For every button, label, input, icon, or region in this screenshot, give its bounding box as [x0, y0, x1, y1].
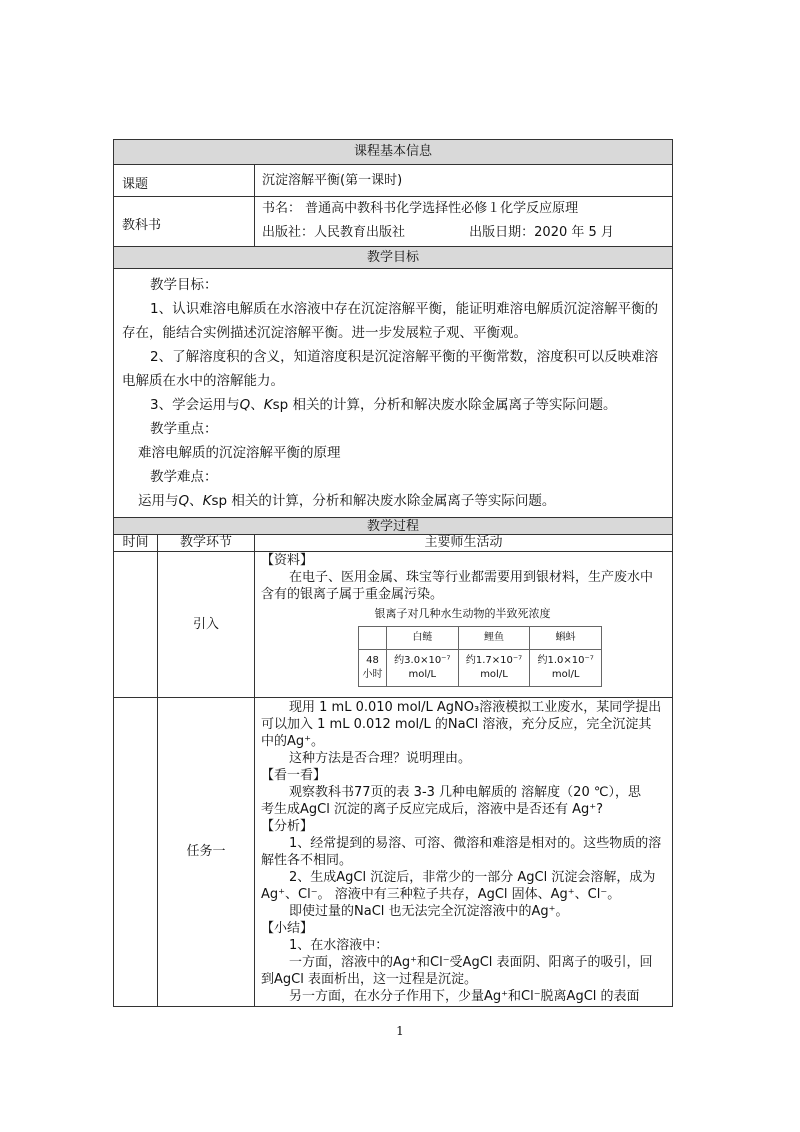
toxicity-table-caption: 银离子对几种水生动物的半致死浓度 — [374, 607, 551, 620]
analysis-point-1: 1、经常提到的易溶、可溶、微溶和难溶是相对的。这些物质的溶解性各不相同。 — [261, 836, 662, 868]
goal-item-1: 1、认识难溶电解质在水溶液中存在沉淀溶解平衡，能证明难溶电解质沉淀溶解平衡的存在，能结合实例描述沉淀溶解平衡。进一步发展粒子观、平衡观。 — [122, 301, 659, 341]
goals-intro: 教学目标： — [150, 277, 218, 293]
goal-item-2: 2、了解溶度积的含义，知道溶度积是沉淀溶解平衡的平衡常数，溶度积可以反映难溶电解质在水中的溶解能力。 — [122, 349, 659, 389]
task1-activity — [255, 698, 673, 1007]
task1-time — [114, 698, 158, 1007]
analysis-point-2: 2、生成AgCl 沉淀后，非常少的一部分 AgCl 沉淀会溶解，成为Ag⁺、Cl⁻。 溶液中有三种粒子共存，AgCl 固体、Ag⁺、Cl⁻。 — [261, 870, 656, 902]
toxicity-value: 约1.7×10⁻⁷ mol/L — [458, 650, 530, 687]
col-time: 时间 — [114, 535, 158, 552]
summary-tag: 【小结】 — [261, 921, 314, 936]
page-number: 1 — [396, 1024, 404, 1038]
publisher-line — [262, 223, 672, 243]
book-name: 书名： 普通高中教科书化学选择性必修１化学反应原理 — [262, 201, 579, 216]
goal-item-3: 3、学会运用与Q、Ksp 相关的计算，分析和解决废水除金属离子等实际问题。 — [150, 397, 617, 413]
task1-problem: 现用 1 mL 0.010 mol/L AgNO₃溶液模拟工业废水，某同学提出可以加入 1 mL 0.012 mol/L 的NaCl 溶液，充分反应，完全沉淀其中的Ag⁺。 — [261, 700, 662, 749]
toxicity-table — [358, 626, 602, 687]
toxicity-header-silver-carp: 白鲢 — [387, 627, 459, 650]
material-text: 在电子、医用金属、珠宝等行业都需要用到银材料，生产废水中含有的银离子属于重金属污染。 — [261, 570, 654, 602]
intro-time — [114, 552, 158, 698]
key-point-text: 难溶电解质的沉淀溶解平衡的原理 — [138, 445, 341, 461]
summary-point-2: 一方面，溶液中的Ag⁺和Cl⁻受AgCl 表面阴、阳离子的吸引，回到AgCl 表面析出，这一过程是沉淀。 — [261, 955, 653, 987]
intro-stage: 引入 — [158, 552, 255, 698]
analysis-point-3: 即使过量的NaCl 也无法完全沉淀溶液中的Ag⁺。 — [289, 904, 569, 919]
toxicity-header-tadpole: 蝌蚪 — [530, 627, 602, 650]
toxicity-header-carp: 鲤鱼 — [458, 627, 530, 650]
summary-point-3: 另一方面，在水分子作用下，少量Ag⁺和Cl⁻脱离AgCl 的表面 — [289, 989, 640, 1004]
difficulty-text: 运用与Q、Ksp 相关的计算，分析和解决废水除金属离子等实际问题。 — [138, 493, 556, 509]
summary-point-1: 1、在水溶液中： — [289, 938, 389, 953]
goals-header: 教学目标 — [114, 247, 673, 269]
material-tag: 【资料】 — [261, 553, 314, 568]
publish-date: 出版日期：2020 年 5 月 — [469, 225, 614, 240]
toxicity-header-blank — [359, 627, 387, 650]
toxicity-value: 约1.0×10⁻⁷ mol/L — [530, 650, 602, 687]
intro-activity — [255, 552, 673, 698]
col-activity: 主要师生活动 — [255, 535, 673, 552]
textbook-info — [255, 197, 673, 247]
toxicity-value: 约3.0×10⁻⁷ mol/L — [387, 650, 459, 687]
textbook-label: 教科书 — [114, 197, 255, 247]
key-point-label: 教学重点： — [150, 421, 218, 437]
toxicity-row-label: 48 小时 — [359, 650, 387, 687]
topic-value: 沉淀溶解平衡(第一课时) — [255, 165, 673, 197]
difficulty-label: 教学难点： — [150, 469, 218, 485]
process-header: 教学过程 — [114, 518, 673, 535]
publisher: 出版社：人民教育出版社 — [262, 225, 406, 240]
task1-question: 这种方法是否合理？说明理由。 — [289, 751, 472, 766]
look-text-2: 考生成AgCl 沉淀的离子反应完成后，溶液中是否还有 Ag⁺? — [261, 802, 604, 817]
col-stage: 教学环节 — [158, 535, 255, 552]
topic-label: 课题 — [114, 165, 255, 197]
goals-content — [114, 269, 673, 518]
analysis-tag: 【分析】 — [261, 819, 314, 834]
look-text-1: 观察教科书77页的表 3-3 几种电解质的 溶解度（20 ℃），思 — [289, 785, 641, 800]
look-tag: 【看一看】 — [261, 768, 327, 783]
lesson-plan-table — [113, 139, 673, 1007]
basic-info-header: 课程基本信息 — [114, 140, 673, 165]
task1-stage: 任务一 — [158, 698, 255, 1007]
